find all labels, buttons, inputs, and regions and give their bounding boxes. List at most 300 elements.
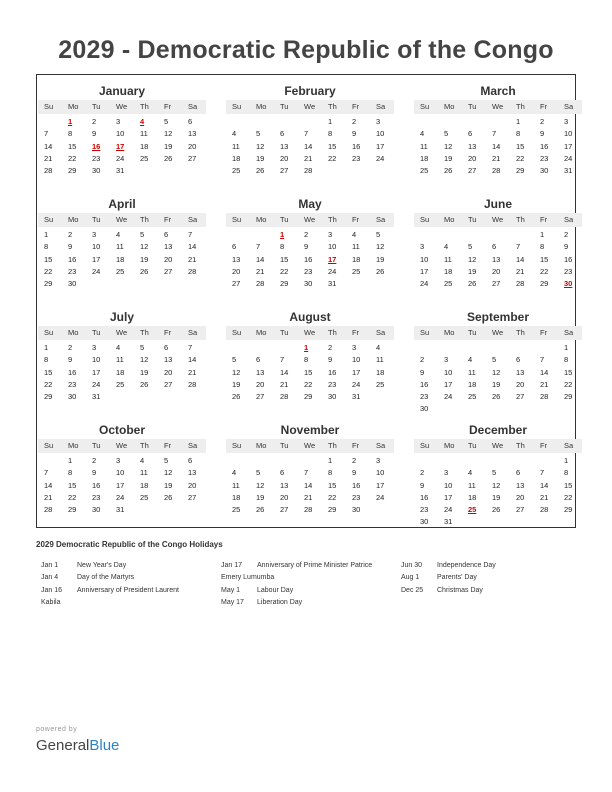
weekday-label: Th <box>328 215 337 224</box>
day-cell: 1 <box>516 117 521 126</box>
day-cell: 8 <box>516 129 521 139</box>
month-october <box>38 423 206 516</box>
weekday-label: Th <box>328 441 337 450</box>
day-cell: 16 <box>420 492 429 502</box>
day-cell: 13 <box>232 254 241 264</box>
day-cell: 15 <box>328 141 337 151</box>
day-cell: 2 <box>68 343 73 352</box>
holiday-day: 17 <box>328 254 337 264</box>
blank-cell <box>274 116 298 128</box>
day-cell: 10 <box>352 355 361 365</box>
day-cell: 30 <box>92 505 101 515</box>
holiday-date: Jan 1 <box>41 562 59 569</box>
day-cell: 10 <box>564 129 573 139</box>
holiday-name: Liberation Day <box>257 598 303 606</box>
day-cell: 13 <box>164 355 173 365</box>
holiday-date: Jan 16 <box>41 586 63 594</box>
day-cell: 30 <box>68 279 77 289</box>
holiday-row <box>41 560 179 572</box>
weekday-label: Fr <box>164 102 172 111</box>
day-cell: 9 <box>304 242 309 252</box>
day-cell: 13 <box>280 141 289 151</box>
day-cell: 4 <box>140 456 145 465</box>
generalblue-logo[interactable] <box>36 737 119 754</box>
day-cell: 12 <box>256 480 265 490</box>
holiday-column <box>41 560 179 609</box>
month-june <box>414 197 582 290</box>
day-cell: 24 <box>420 279 429 289</box>
day-cell: 22 <box>44 266 53 276</box>
month-november <box>226 423 394 516</box>
day-cell: 13 <box>492 254 501 264</box>
day-cell: 3 <box>92 230 97 239</box>
weekday-header <box>38 213 206 227</box>
day-cell: 24 <box>564 153 573 163</box>
weekday-label: Fr <box>164 328 172 337</box>
month-name: September <box>466 310 530 324</box>
holidays-heading: 2029 Democratic Republic of the Congo Holidays <box>36 540 223 549</box>
weekday-label: Tu <box>468 328 477 337</box>
holiday-name: Day of the Martyrs <box>77 574 135 582</box>
day-cell: 14 <box>516 254 525 264</box>
day-cell: 22 <box>516 153 525 163</box>
holiday-name-continued: Emery Lumumba <box>221 574 275 582</box>
day-cell: 20 <box>492 266 501 276</box>
day-cell: 1 <box>564 343 569 352</box>
logo-blue: Blue <box>89 737 120 754</box>
day-cell: 5 <box>492 468 497 478</box>
day-cell: 7 <box>188 343 193 352</box>
weekday-label: Su <box>44 215 54 224</box>
month-february <box>226 84 394 177</box>
day-cell: 18 <box>116 254 125 264</box>
day-cell: 27 <box>256 392 265 402</box>
day-cell: 25 <box>140 492 149 502</box>
weekday-label: Tu <box>92 441 101 450</box>
weekday-label: Su <box>232 441 242 450</box>
weekday-label: Fr <box>352 102 360 111</box>
day-cell: 18 <box>232 153 241 163</box>
day-cell: 14 <box>188 355 197 365</box>
day-cell: 3 <box>116 117 121 126</box>
holiday-column <box>401 560 496 597</box>
day-cell: 7 <box>256 242 261 252</box>
weekday-label: Mo <box>444 441 455 450</box>
blank-cell <box>226 116 250 128</box>
weekday-label: Fr <box>352 441 360 450</box>
day-cell: 18 <box>468 492 477 502</box>
blank-cell <box>462 229 486 241</box>
day-cell: 21 <box>540 379 549 389</box>
day-cell: 18 <box>140 141 149 151</box>
day-cell: 13 <box>164 242 173 252</box>
weekday-label: Fr <box>164 441 172 450</box>
day-cell: 28 <box>44 505 53 515</box>
day-cell: 6 <box>516 355 521 365</box>
day-cell: 15 <box>564 480 573 490</box>
weekday-label: Sa <box>564 328 574 337</box>
day-cell: 17 <box>376 480 385 490</box>
month-name: March <box>480 84 516 98</box>
day-grid <box>226 342 394 403</box>
weekday-label: Su <box>44 328 54 337</box>
day-cell: 12 <box>232 367 241 377</box>
day-cell: 19 <box>140 367 149 377</box>
day-cell: 11 <box>468 367 476 377</box>
day-cell: 9 <box>540 129 545 139</box>
day-cell: 12 <box>164 129 173 139</box>
day-cell: 5 <box>232 355 237 365</box>
day-cell: 6 <box>468 129 473 139</box>
day-cell: 13 <box>188 468 197 478</box>
day-cell: 17 <box>92 367 101 377</box>
day-cell: 28 <box>280 392 289 402</box>
blank-cell <box>274 342 298 354</box>
day-cell: 28 <box>188 266 197 276</box>
day-cell: 12 <box>140 242 149 252</box>
day-cell: 29 <box>44 392 53 402</box>
weekday-label: We <box>304 102 316 111</box>
holiday-name: Christmas Day <box>437 586 483 594</box>
day-cell: 20 <box>280 492 289 502</box>
day-cell: 31 <box>328 279 337 289</box>
blank-cell <box>250 342 274 354</box>
day-cell: 7 <box>540 355 545 365</box>
day-cell: 24 <box>376 492 385 502</box>
day-cell: 11 <box>140 468 148 478</box>
day-cell: 4 <box>468 355 473 365</box>
blank-cell <box>414 229 438 241</box>
day-cell: 23 <box>352 492 361 502</box>
day-cell: 7 <box>492 129 497 139</box>
weekday-header <box>226 100 394 114</box>
holiday-day: 30 <box>564 279 573 289</box>
holiday-day: 17 <box>116 141 125 151</box>
holiday-date: Jun 30 <box>401 562 423 569</box>
day-cell: 11 <box>140 129 148 139</box>
day-cell: 10 <box>444 480 453 490</box>
weekday-header <box>38 326 206 340</box>
day-cell: 1 <box>44 230 49 239</box>
day-cell: 20 <box>256 379 265 389</box>
day-cell: 1 <box>564 456 569 465</box>
day-cell: 8 <box>564 355 569 365</box>
weekday-label: We <box>116 215 128 224</box>
day-cell: 24 <box>444 392 453 402</box>
holiday-row <box>401 572 496 584</box>
day-cell: 8 <box>68 468 73 478</box>
day-cell: 7 <box>44 129 49 139</box>
holiday-day: 1 <box>304 343 309 352</box>
weekday-label: Sa <box>188 441 198 450</box>
day-cell: 30 <box>420 404 429 414</box>
weekday-label: Sa <box>564 102 574 111</box>
month-name: June <box>483 197 512 211</box>
day-cell: 4 <box>376 343 381 352</box>
day-cell: 29 <box>68 505 77 515</box>
day-cell: 29 <box>564 505 573 515</box>
day-cell: 2 <box>68 230 73 239</box>
weekday-label: Mo <box>68 102 79 111</box>
day-cell: 1 <box>328 456 333 465</box>
day-cell: 10 <box>92 242 101 252</box>
day-cell: 29 <box>280 279 289 289</box>
day-cell: 13 <box>468 141 477 151</box>
blank-cell <box>438 455 462 467</box>
weekday-label: Mo <box>444 102 455 111</box>
weekday-label: We <box>116 328 128 337</box>
day-cell: 1 <box>328 117 333 126</box>
day-cell: 28 <box>540 505 549 515</box>
day-cell: 12 <box>140 355 149 365</box>
day-cell: 17 <box>352 367 361 377</box>
day-cell: 3 <box>444 468 449 478</box>
holiday-row <box>221 597 372 609</box>
month-september <box>414 310 582 416</box>
day-cell: 20 <box>468 153 477 163</box>
day-cell: 22 <box>280 266 289 276</box>
weekday-header <box>226 439 394 453</box>
day-cell: 21 <box>540 492 549 502</box>
day-cell: 12 <box>492 480 501 490</box>
weekday-label: Tu <box>92 328 101 337</box>
day-cell: 31 <box>116 166 125 176</box>
day-cell: 4 <box>232 129 237 139</box>
page-title: 2029 - Democratic Republic of the Congo <box>58 36 554 64</box>
day-cell: 11 <box>232 480 240 490</box>
day-cell: 20 <box>164 254 173 264</box>
month-august <box>226 310 394 403</box>
day-cell: 19 <box>468 266 477 276</box>
day-cell: 19 <box>492 492 501 502</box>
weekday-label: Tu <box>92 215 101 224</box>
day-cell: 14 <box>188 242 197 252</box>
blank-cell <box>534 455 558 467</box>
day-cell: 4 <box>420 129 425 139</box>
blank-cell <box>534 342 558 354</box>
blank-cell <box>226 229 250 241</box>
day-cell: 4 <box>352 230 357 239</box>
day-cell: 29 <box>516 166 525 176</box>
weekday-label: Sa <box>564 441 574 450</box>
day-cell: 27 <box>188 492 197 502</box>
weekday-label: Th <box>140 441 149 450</box>
day-cell: 13 <box>516 480 525 490</box>
day-cell: 26 <box>492 392 501 402</box>
day-cell: 11 <box>376 355 384 365</box>
day-cell: 11 <box>116 355 124 365</box>
day-cell: 17 <box>116 480 125 490</box>
blank-cell <box>438 116 462 128</box>
day-cell: 17 <box>564 141 573 151</box>
day-cell: 10 <box>420 254 429 264</box>
weekday-label: Su <box>232 102 242 111</box>
day-cell: 28 <box>516 279 525 289</box>
day-cell: 1 <box>68 456 73 465</box>
blank-cell <box>510 229 534 241</box>
weekday-label: Su <box>44 102 54 111</box>
day-cell: 7 <box>540 468 545 478</box>
day-cell: 17 <box>92 254 101 264</box>
day-cell: 23 <box>420 392 429 402</box>
holiday-name: Anniversary of Prime Minister Patrice <box>257 562 373 569</box>
day-cell: 23 <box>92 153 101 163</box>
powered-by: powered by <box>36 726 78 733</box>
day-cell: 8 <box>540 242 545 252</box>
blank-cell <box>250 455 274 467</box>
day-cell: 19 <box>376 254 385 264</box>
day-cell: 4 <box>468 468 473 478</box>
blank-cell <box>38 455 62 467</box>
holiday-name-continued: Kabila <box>41 598 61 606</box>
day-cell: 24 <box>92 266 101 276</box>
weekday-label: Tu <box>468 215 477 224</box>
day-cell: 11 <box>232 141 240 151</box>
day-grid <box>38 455 206 516</box>
day-cell: 16 <box>68 254 77 264</box>
day-cell: 29 <box>304 392 313 402</box>
holiday-day: 1 <box>280 230 285 239</box>
day-cell: 15 <box>68 480 77 490</box>
day-cell: 22 <box>564 492 573 502</box>
day-cell: 22 <box>68 492 77 502</box>
day-cell: 22 <box>304 379 313 389</box>
weekday-label: Su <box>44 441 54 450</box>
day-cell: 26 <box>140 379 149 389</box>
holiday-row <box>221 560 372 572</box>
day-cell: 31 <box>564 166 573 176</box>
weekday-label: Th <box>328 328 337 337</box>
day-cell: 8 <box>564 468 569 478</box>
day-cell: 21 <box>44 492 53 502</box>
weekday-label: We <box>492 215 504 224</box>
weekday-label: Sa <box>188 215 198 224</box>
day-cell: 27 <box>516 392 525 402</box>
day-grid <box>414 342 582 416</box>
day-cell: 18 <box>468 379 477 389</box>
day-cell: 3 <box>376 456 381 465</box>
day-cell: 19 <box>492 379 501 389</box>
day-cell: 4 <box>116 230 121 239</box>
month-name: April <box>108 197 136 211</box>
day-cell: 1 <box>44 343 49 352</box>
weekday-label: Th <box>516 215 525 224</box>
day-cell: 24 <box>116 153 125 163</box>
day-cell: 22 <box>540 266 549 276</box>
day-cell: 4 <box>232 468 237 478</box>
weekday-label: Sa <box>376 441 386 450</box>
day-cell: 23 <box>420 505 429 515</box>
day-cell: 18 <box>116 367 125 377</box>
day-cell: 3 <box>444 355 449 365</box>
day-cell: 17 <box>444 492 453 502</box>
weekday-label: Mo <box>256 328 267 337</box>
day-cell: 14 <box>44 480 53 490</box>
weekday-label: Th <box>516 441 525 450</box>
weekday-label: We <box>116 441 128 450</box>
day-cell: 31 <box>444 517 453 527</box>
day-cell: 28 <box>44 166 53 176</box>
day-cell: 19 <box>164 480 173 490</box>
day-cell: 11 <box>420 141 428 151</box>
day-cell: 26 <box>256 166 265 176</box>
weekday-header <box>414 439 582 453</box>
month-may <box>226 197 394 290</box>
weekday-label: Su <box>420 441 430 450</box>
weekday-label: Sa <box>188 102 198 111</box>
day-cell: 30 <box>420 517 429 527</box>
month-name: November <box>280 423 340 437</box>
weekday-label: We <box>492 328 504 337</box>
day-cell: 3 <box>352 343 357 352</box>
weekday-label: Tu <box>280 102 289 111</box>
weekday-label: Su <box>420 328 430 337</box>
day-cell: 31 <box>352 392 361 402</box>
day-cell: 2 <box>92 117 97 126</box>
day-cell: 20 <box>280 153 289 163</box>
weekday-header <box>414 326 582 340</box>
day-cell: 21 <box>256 266 265 276</box>
weekday-label: Mo <box>444 328 455 337</box>
weekday-label: We <box>492 441 504 450</box>
day-cell: 9 <box>352 468 357 478</box>
day-cell: 6 <box>232 242 237 252</box>
day-cell: 16 <box>68 367 77 377</box>
month-name: July <box>109 310 134 324</box>
day-cell: 12 <box>164 468 173 478</box>
day-cell: 16 <box>420 379 429 389</box>
day-cell: 28 <box>304 166 313 176</box>
day-cell: 15 <box>280 254 289 264</box>
blank-cell <box>226 342 250 354</box>
weekday-label: Tu <box>468 441 477 450</box>
day-cell: 2 <box>304 230 309 239</box>
day-cell: 10 <box>328 242 337 252</box>
day-cell: 25 <box>116 266 125 276</box>
day-cell: 9 <box>68 355 73 365</box>
weekday-label: We <box>304 328 316 337</box>
day-cell: 5 <box>468 242 473 252</box>
weekday-label: Sa <box>376 215 386 224</box>
weekday-label: Su <box>232 328 242 337</box>
day-cell: 21 <box>516 266 525 276</box>
day-cell: 6 <box>164 343 169 352</box>
day-cell: 23 <box>328 379 337 389</box>
weekday-label: We <box>304 215 316 224</box>
day-cell: 2 <box>352 456 357 465</box>
day-cell: 6 <box>280 468 285 478</box>
day-cell: 18 <box>352 254 361 264</box>
weekday-label: Fr <box>164 215 172 224</box>
logo-general: General <box>36 737 90 754</box>
month-july <box>38 310 206 403</box>
day-cell: 9 <box>68 242 73 252</box>
weekday-label: Fr <box>540 102 548 111</box>
day-grid <box>38 229 206 290</box>
day-cell: 17 <box>444 379 453 389</box>
day-cell: 16 <box>304 254 313 264</box>
day-cell: 13 <box>280 480 289 490</box>
blank-cell <box>462 455 486 467</box>
blank-cell <box>462 116 486 128</box>
day-cell: 23 <box>92 492 101 502</box>
day-cell: 2 <box>420 355 425 365</box>
day-cell: 14 <box>44 141 53 151</box>
day-cell: 8 <box>44 355 49 365</box>
weekday-label: Th <box>516 102 525 111</box>
weekday-header <box>38 439 206 453</box>
day-cell: 6 <box>188 117 193 126</box>
